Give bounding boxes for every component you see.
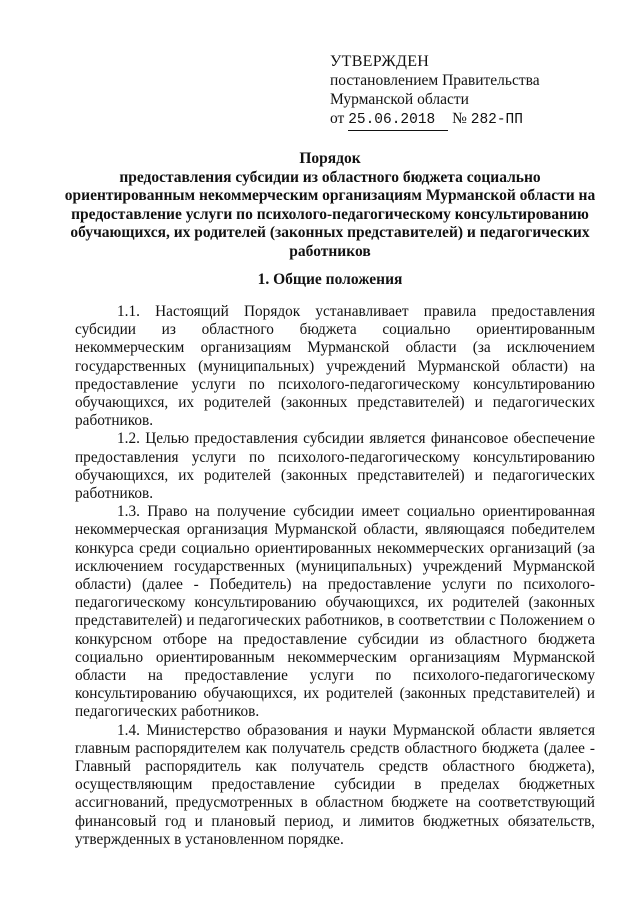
approval-number: 282-ПП — [470, 112, 523, 128]
approval-region: Мурманской области — [330, 91, 469, 108]
approval-date: 25.06.2018 — [348, 111, 448, 131]
approval-stamp — [330, 52, 620, 131]
approval-heading: УТВЕРЖДЕН — [330, 53, 430, 70]
paragraph-1-1: 1.1. Настоящий Порядок устанавливает правила предоставления субсидии из областного бюджета социально ориентированным некоммерческим организациям Мурманской области (за исключением государственных (муниципальных) учреждений Мурманской области) на предоставление услуги по психолого-педагогическому консультированию обучающихся, их родителей (законных представителей) и педагогических работников. — [75, 303, 595, 430]
document-title-block — [60, 150, 600, 261]
document-title: Порядок — [299, 150, 361, 167]
approval-date-line — [330, 109, 620, 131]
paragraph-1-2: 1.2. Целью предоставления субсидии является финансовое обеспечение предоставления услуги по психолого-педагогическому консультированию обучающихся, их родителей (законных представителей) и педагогических работников. — [75, 430, 595, 503]
approval-authority: постановлением Правительства — [330, 72, 540, 89]
paragraph-1-3: 1.3. Право на получение субсидии имеет социально ориентированная некоммерческая организация Мурманской области, являющаяся победителем конкурса среди социально ориентированных некоммерческих организаций (за исключением государственных (муниципальных) учреждений Мурманской области) (далее - Победитель) на предоставление услуги по психолого-педагогическому консультированию обучающихся, их родителей (законных представителей) и педагогических работников, в соответствии с Положением о конкурсном отборе на предоставление субсидии из областного бюджета социально ориентированным некоммерческим организациям Мурманской области на предоставление услуги по психолого-педагогическому консультированию обучающихся, их родителей (законных представителей) и педагогических работников. — [75, 503, 595, 721]
document-subtitle: предоставления субсидии из областного бюджета социально ориентированным некоммерческим организациям Мурманской области на предоставление услуги по психолого-педагогическому консультированию обучающихся, их родителей (законных представителей) и педагогических работников — [64, 168, 596, 260]
section-heading: 1. Общие положения — [257, 271, 403, 288]
date-prefix: от — [330, 110, 345, 127]
document-body — [75, 303, 595, 849]
number-prefix: № — [452, 110, 467, 127]
paragraph-1-4: 1.4. Министерство образования и науки Мурманской области является главным распорядителем как получатель средств областного бюджета (далее - Главный распорядитель как получатель средств областного бюджета), осуществляющим предоставление субсидии в пределах бюджетных ассигнований, предусмотренных в областном бюджете на соответствующий финансовый год и плановый период, и лимитов бюджетных обязательств, утвержденных в установленном порядке. — [75, 721, 595, 848]
